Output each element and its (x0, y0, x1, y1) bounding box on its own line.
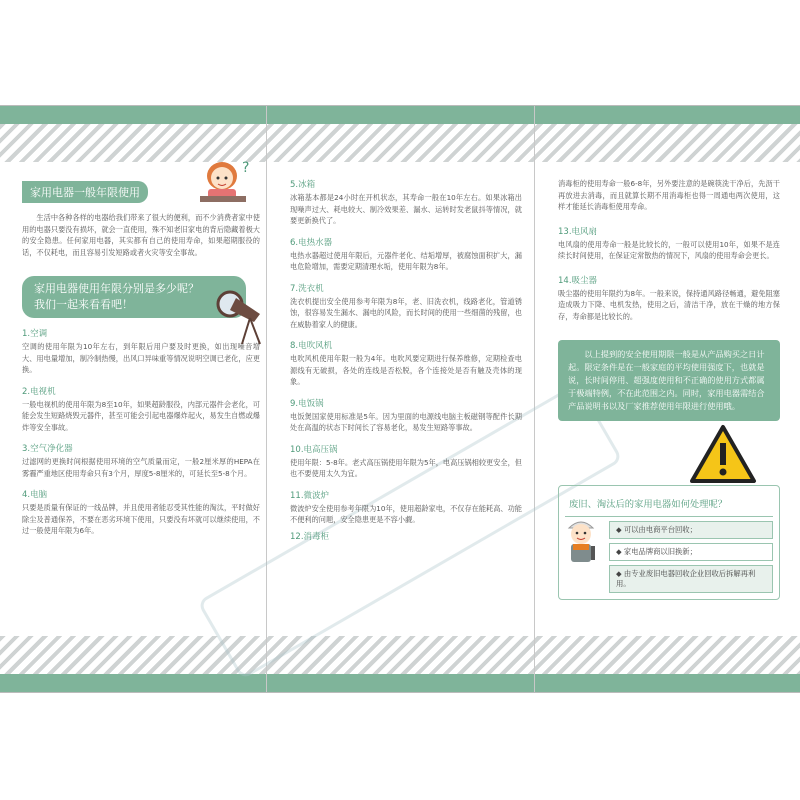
item-title: 13.电风扇 (558, 226, 598, 237)
intro-paragraph: 生活中各种各样的电器给我们带来了很大的便利，而不少消费者家中使用的电器只要没有损坏，就会一直使用，殊不知老旧家电的背后隐藏着极大的安全隐患。任何家用电器，其实都有自己的使用寿命，如果超期服役的话，不仅耗电，而且容易引发短路或者火灾等安全事故。 (22, 213, 260, 257)
fold-line-1 (266, 106, 267, 692)
girl-thinking-icon (194, 156, 252, 204)
item-text: 微波炉安全使用参考年限为10年，使用超龄家电，不仅存在能耗高、功能不便利的问题，安全隐患更是不容小觑。 (290, 503, 522, 524)
svg-text:?: ? (242, 160, 250, 176)
item-title: 6.电热水器 (290, 237, 333, 248)
item-title: 7.洗衣机 (290, 283, 324, 294)
item-text: 过滤网的更换时间根据使用环境的空气质量而定，一般2厘米厚的HEPA在雾霾严重地区使用寿命只有3个月，厚度5-8厘米的，可延长至5-8个月。 (22, 457, 260, 478)
brochure (0, 105, 800, 693)
item-title: 11.微波炉 (290, 490, 330, 501)
item-text: 空调的使用年限为10年左右，到年限后用户要及时更换，如出现噪音增大、用电量增加，制冷制热慢，出风口异味重等情况说明空调已老化，应更换。 (22, 342, 260, 374)
sterilizer-continued-text: 消毒柜的使用寿命一般6-8年，另外要注意的是碗筷洗干净后，先沥干再放进去消毒，而且就算长期不用消毒柜也得一周通电两次使用，这样才能延长消毒柜使用寿命。 (558, 179, 780, 211)
item-text: 只要是质量有保证的一线品牌，并且使用者能忍受其性能的淘汰，平时做好除尘及普通保养，不要在恶劣环境下使用，只要没有坏就可以继续使用，不过一般使用年限为6年。 (22, 503, 260, 535)
item-text: 电热水器超过使用年限后，元器件老化、结垢增厚，被腐蚀面积扩大，漏电危险增加，需要定期清理水垢，使用年限为8年。 (290, 250, 522, 271)
bottom-band (0, 674, 800, 692)
item-title: 9.电饭锅 (290, 398, 324, 409)
item-text: 洗衣机提出安全使用参考年限为8年，老、旧洗衣机，线路老化，管道锈蚀，很容易发生漏水、漏电的风险，而长时间的使用一些细菌的残留，也在威胁着家人的健康。 (290, 296, 522, 329)
item-text: 电风扇的使用寿命一般是比较长的，一般可以使用10年，如果不是连续长时间使用，在保证定常散热的情况下，风扇的使用寿命会更长。 (558, 239, 780, 260)
disposal-option: ◆ 由专业废旧电器回收企业回收后拆解再利用。 (609, 565, 773, 593)
disposal-option: ◆ 家电品牌商以旧换新； (609, 543, 773, 561)
item-text: 冰箱基本都是24小时在开机状态，其寿命一般在10年左右。如果冰箱出现噪声过大、耗电较大、制冷效果差、漏水、运转时发老鼠抖等情况，就要更新换代了。 (290, 193, 522, 225)
item-title: 3.空气净化器 (22, 444, 73, 454)
section-header: 家用电器一般年限使用 (22, 181, 148, 203)
top-stripes (0, 124, 800, 162)
column-1 (22, 160, 260, 634)
disposal-title: 废旧、淘汰后的家用电器如何处理呢？ (565, 492, 773, 517)
bottom-stripes (0, 636, 800, 674)
bubble-line-1: 家用电器使用年限分别是多少呢？ (34, 282, 199, 295)
item-title: 10.电高压锅 (290, 444, 338, 455)
item-title: 12.消毒柜 (290, 531, 330, 542)
column-3 (558, 164, 780, 634)
item-title: 8.电吹风机 (290, 341, 333, 351)
item-title: 4.电脑 (22, 490, 48, 500)
bubble-line-2: 我们一起来看看吧！ (34, 298, 133, 311)
item-text: 一般电视机的使用年限为8至10年，如果超龄服役，内部元器件会老化，可能会发生短路烧毁元器件，甚至可能会引起电器爆炸起火，易发生自燃或爆炸等安全事故。 (22, 399, 260, 432)
top-band (0, 106, 800, 124)
item-text: 电吹风机使用年限一般为4年。电吹风要定期进行保养维修，定期检查电源线有无破损，各处的连线是否松脱，各个连接处是否有触及壳体的现象。 (290, 354, 522, 386)
item-text: 电饭煲国家使用标准是5年。因为里面的电源线电脑主板磁钢等配件长期处在高温的状态下时间长了容易老化，易发生短路等事故。 (290, 411, 522, 432)
item-title: 2.电视机 (22, 386, 56, 397)
question-bubble (22, 276, 246, 318)
item-text: 吸尘器的使用年限约为8年。一般来说，保持通风路径畅通，避免阻塞造成吸力下降、电机发热，使用之后，清洁干净，放在干燥的地方保存，寿命都是比较长的。 (558, 288, 780, 321)
item-title: 5.冰箱 (290, 180, 316, 190)
column-2 (290, 164, 522, 634)
warning-sign-icon (688, 423, 758, 485)
item-title: 14.吸尘器 (558, 275, 598, 286)
disposal-panel (558, 485, 780, 600)
fold-line-2 (534, 106, 535, 692)
item-text: 使用年限：5-8年。老式高压锅使用年限为5年，电高压锅相较更安全，但也不要使用太久为宜。 (290, 457, 522, 478)
item-title: 1.空调 (22, 329, 48, 339)
disposal-option: ◆ 可以由电商平台回收； (609, 521, 773, 539)
telescope-icon (216, 288, 266, 346)
safety-note-box: 以上提到的安全使用期限一般是从产品购买之日计起。限定条件是在一般家庭的平均使用强度下，也就是说，长时间停用、超强度使用和不正确的使用方式都属于极端特例，不在此范围之内。同时，家用电器需结合产品说明书以及厂家推荐使用年限进行使用哦。 (558, 340, 780, 421)
repairman-icon (561, 514, 601, 568)
